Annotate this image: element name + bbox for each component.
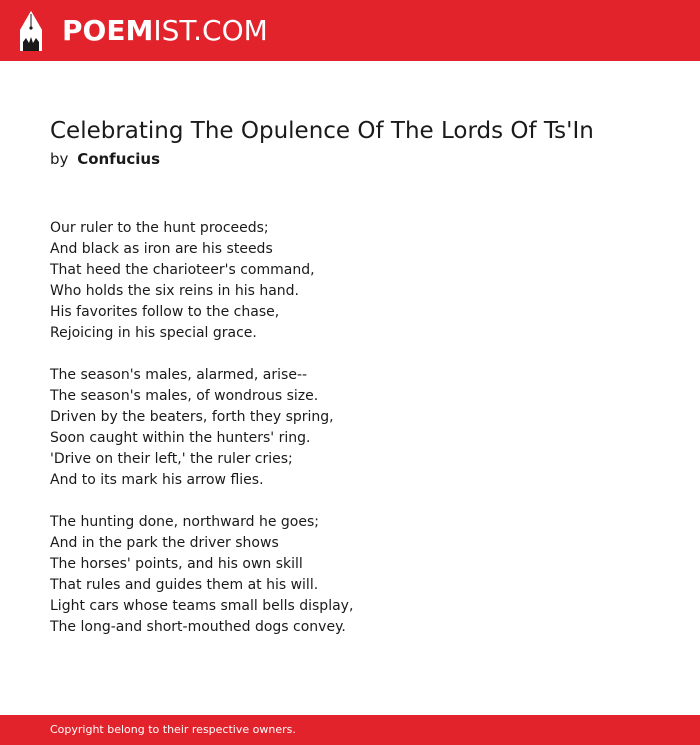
stanza-1 [50, 218, 650, 344]
brand-name-bold: POEM [62, 14, 154, 47]
poem-line: That heed the charioteer's command, [50, 262, 315, 278]
poem-line: The hunting done, northward he goes; [50, 514, 319, 530]
poem-line: 'Drive on their left,' the ruler cries; [50, 451, 293, 467]
poem-line: That rules and guides them at his will. [50, 577, 319, 593]
poem-line: His favorites follow to the chase, [50, 304, 280, 320]
stanza-3 [50, 512, 650, 638]
poem-line: The season's males, of wondrous size. [50, 388, 319, 404]
site-logo[interactable] [18, 10, 268, 52]
poem-line: Soon caught within the hunters' ring. [50, 430, 311, 446]
poem-line: Light cars whose teams small bells display, [50, 598, 354, 614]
poem-body [50, 218, 650, 659]
copyright-notice: Copyright belong to their respective owners. [50, 723, 296, 736]
poem-line: Driven by the beaters, forth they spring, [50, 409, 334, 425]
site-header [0, 0, 700, 61]
by-label: by [50, 150, 69, 168]
pen-nib-icon [18, 10, 44, 52]
poem-line: And black as iron are his steeds [50, 241, 273, 257]
brand-name [62, 10, 268, 52]
site-footer [0, 715, 700, 745]
poem-byline [50, 148, 160, 170]
poem-line: The long-and short-mouthed dogs convey. [50, 619, 346, 635]
poem-line: Rejoicing in his special grace. [50, 325, 257, 341]
poem-title: Celebrating The Opulence Of The Lords Of Ts'In [50, 118, 594, 144]
stanza-2 [50, 365, 650, 491]
poem-line: Who holds the six reins in his hand. [50, 283, 299, 299]
poem-line: And in the park the driver shows [50, 535, 279, 551]
poem-line: Our ruler to the hunt proceeds; [50, 220, 269, 236]
poem-line: And to its mark his arrow flies. [50, 472, 264, 488]
brand-name-light: IST.COM [153, 14, 268, 47]
poem-author: Confucius [77, 150, 161, 168]
poem-line: The horses' points, and his own skill [50, 556, 303, 572]
poem-line: The season's males, alarmed, arise-- [50, 367, 308, 383]
